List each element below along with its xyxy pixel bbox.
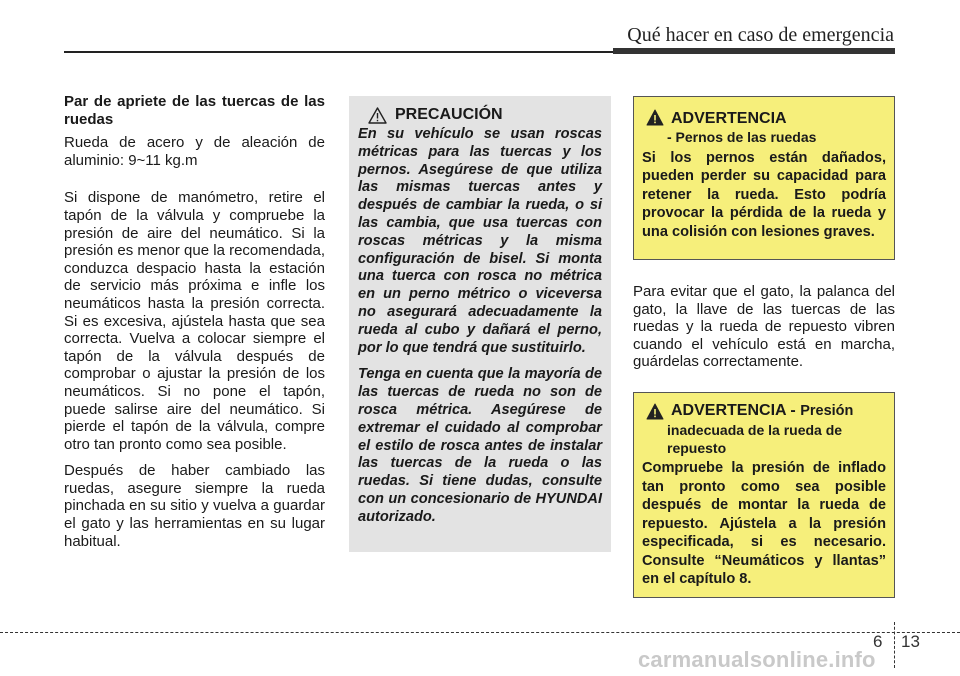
warning-triangle-icon	[646, 109, 664, 126]
section-heading: Par de apriete de las tuercas de las ruedas	[64, 93, 325, 128]
warning-body: Si los pernos están dañados, pueden perder su capacidad para retener la rueda. Esto podría provocar la pérdida de la rueda y una colisión con lesiones graves.	[642, 149, 886, 240]
page-number: 13	[901, 632, 920, 651]
caution-paragraph-2: Tenga en cuenta que la mayoría de las tuercas de rueda no son de rosca métrica. Asegúrese de extremar el cuidado al comprobar el estilo de rosca antes de instalar las tuercas de la rueda o las ruedas. Si tiene dudas, consulte con un concesionario de HYUNDAI autorizado.	[358, 366, 602, 525]
warning-body: Compruebe la presión de inflado tan pronto como sea posible después de montar la rueda de repuesto. Ajústela a la presión especificada, si es necesario. Consulte “Neumáticos y llantas” en el capítulo 8.	[642, 460, 886, 587]
warning-title	[642, 109, 886, 128]
jack-storage-paragraph: Para evitar que el gato, la palanca del gato, la llave de las tuercas de las ruedas y la rueda de repuesto vibren cuando el vehículo está en marcha, guárdelas correctamente.	[633, 283, 895, 371]
warning-box-wheel-bolts	[633, 96, 895, 260]
caution-box	[349, 96, 611, 552]
warning-subtitle: - Pernos de las ruedas	[667, 129, 817, 145]
footer-rule	[0, 632, 960, 633]
caution-title-text: PRECAUCIÓN	[395, 106, 503, 123]
header-rule-thick	[613, 48, 895, 54]
warning-triangle-icon	[646, 403, 664, 420]
warning-box-spare-pressure	[633, 392, 895, 598]
caution-triangle-icon	[368, 107, 387, 124]
warning-subtitle: inadecuada de la rueda de repuesto	[667, 422, 843, 456]
watermark: carmanualsonline.info	[638, 647, 876, 672]
caution-paragraph-1: En su vehículo se usan roscas métricas para las tuercas y los pernos. Asegúrese de que utiliza las mismas tuercas antes y después de cambiar la rueda, o si las cambia, que usa tuercas con roscas métricas y la misma configuración de bisel. Si monta una tuerca con rosca no métrica en un perno métrico o viceversa no asegurará adecuadamente la rueda al cubo y dañará el perno, por lo que tendrá que sustituirlo.	[358, 126, 602, 356]
warning-title-main: ADVERTENCIA -	[671, 402, 796, 419]
caution-title	[358, 106, 602, 124]
left-column	[64, 93, 325, 559]
header-rule	[64, 51, 613, 53]
pressure-paragraph: Si dispone de manómetro, retire el tapón de la válvula y compruebe la presión de aire del neumático. Si la presión es menor que la recomendada, conduzca despacio hasta la estación de servicio más próxima e infle los neumáticos hasta la presión correcta. Si es excesiva, ajústela hasta que sea correcta. Vuelva a colocar siempre el tapón de la válvula después de comprobar o ajustar la presión de los neumáticos. Si no pone el tapón, puede salirse aire del neumático. Si pierde el tapón de la válvula, compre otro tan pronto como sea posible.	[64, 189, 325, 453]
warning-title-suffix: Presión	[800, 403, 854, 419]
storage-paragraph: Después de haber cambiado las ruedas, asegure siempre la rueda pinchada en su sitio y vuelva a guardar el gato y las herramientas en su lugar habitual.	[64, 462, 325, 550]
warning-title-text: ADVERTENCIA	[671, 110, 787, 127]
warning-title	[642, 401, 886, 421]
page-header-title: Qué hacer en caso de emergencia	[627, 24, 894, 46]
warning-title-text	[671, 401, 853, 421]
chapter-number: 6	[873, 632, 883, 651]
torque-value: Rueda de acero y de aleación de aluminio: 9~11 kg.m	[64, 134, 325, 169]
footer-divider	[894, 622, 895, 668]
